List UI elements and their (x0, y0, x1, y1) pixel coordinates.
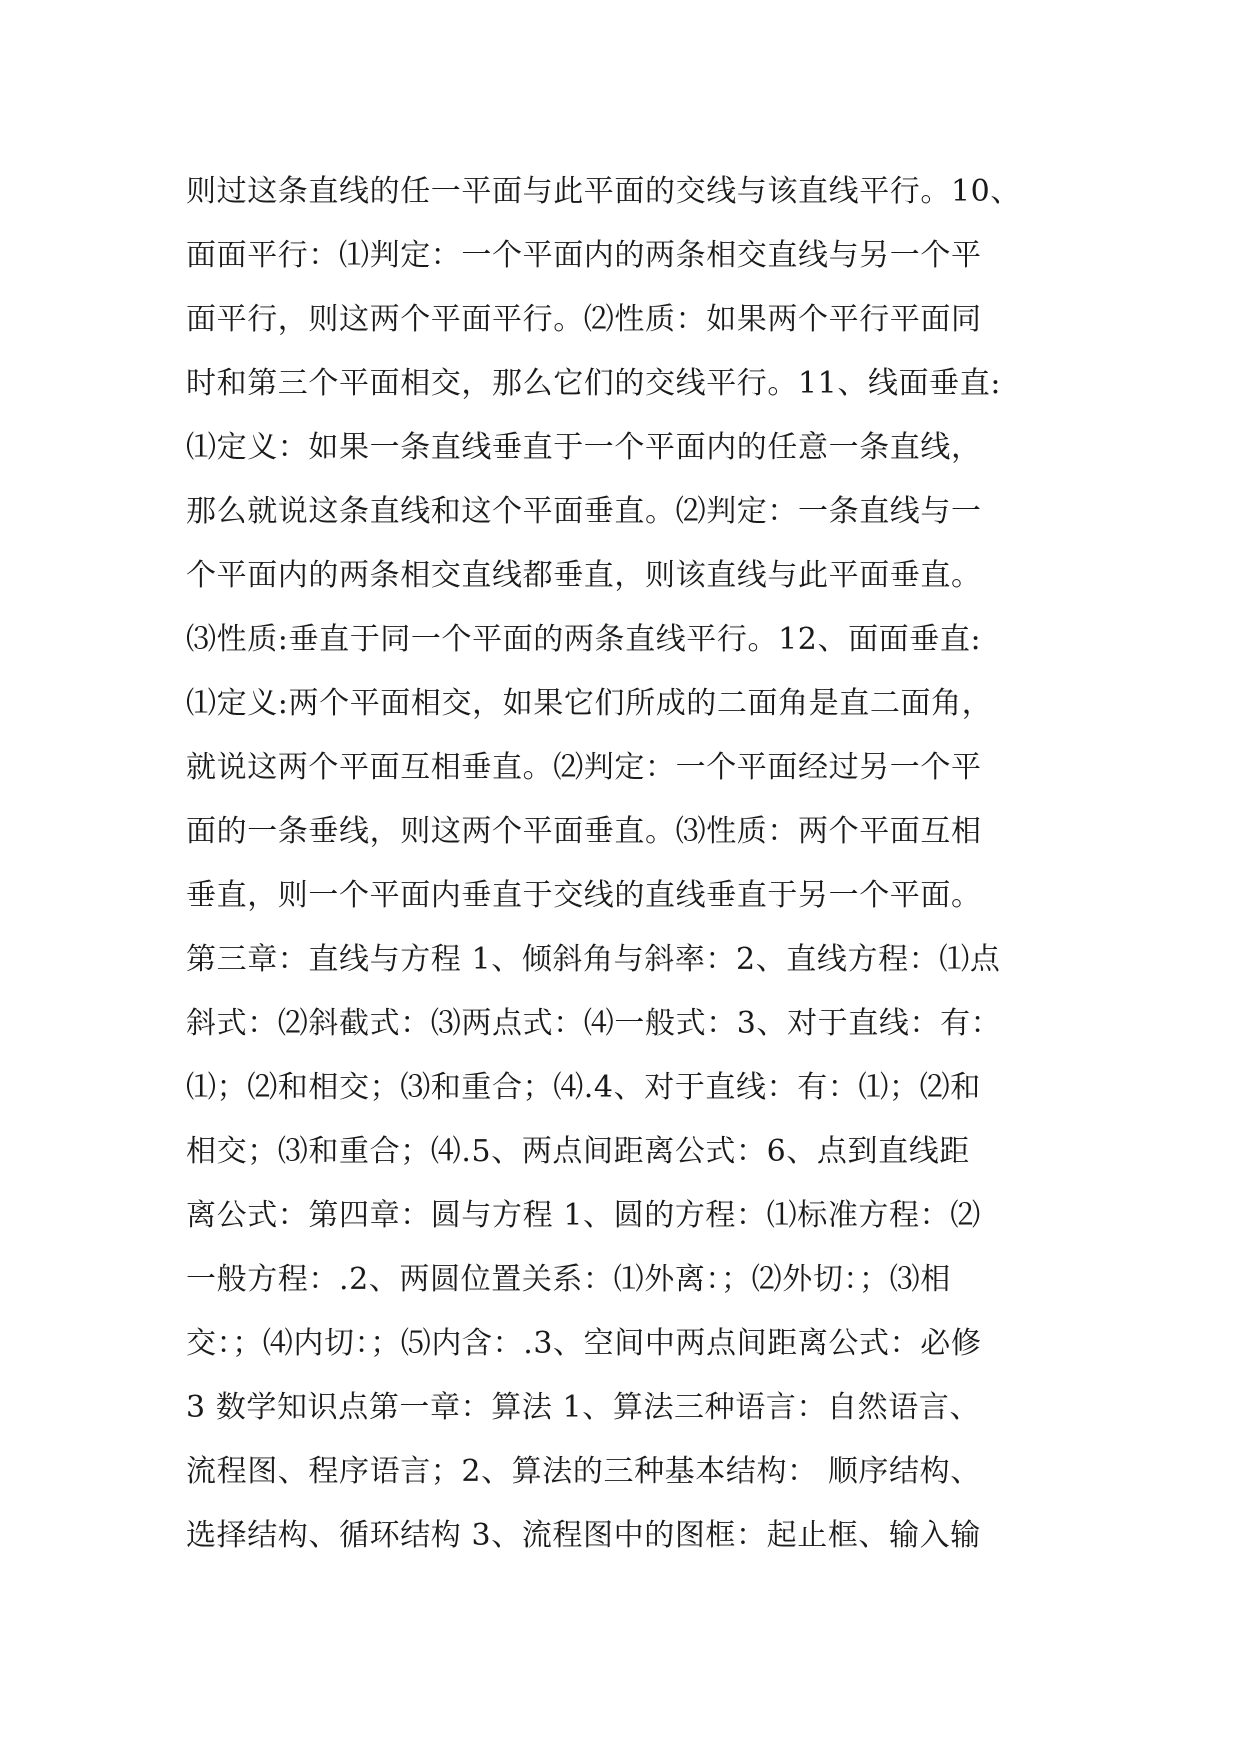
text-line: 时和第三个平面相交，那么它们的交线平行。11、线面垂直: (186, 366, 1002, 401)
text-line: 则过这条直线的任一平面与此平面的交线与该直线平行。10、 (186, 174, 1021, 209)
text-line: 面的一条垂线，则这两个平面垂直。⑶性质：两个平面互相 (186, 814, 982, 849)
text-line: 面平行，则这两个平面平行。⑵性质：如果两个平行平面同 (186, 302, 982, 337)
text-line: 第三章：直线与方程 1、倾斜角与斜率：2、直线方程：⑴点 (186, 942, 1001, 977)
body-text (186, 160, 1066, 1568)
text-line: 面面平行：⑴判定：一个平面内的两条相交直线与另一个平 (186, 238, 982, 273)
text-line: 那么就说这条直线和这个平面垂直。⑵判定：一条直线与一 (186, 494, 982, 529)
text-line: 交：；⑷内切：；⑸内含：.3、空间中两点间距离公式：必修 (186, 1326, 982, 1361)
text-line: ⑴定义：如果一条直线垂直于一个平面内的任意一条直线， (186, 430, 982, 465)
text-line: 个平面内的两条相交直线都垂直，则该直线与此平面垂直。 (186, 558, 982, 593)
text-line: ⑴；⑵和相交；⑶和重合；⑷.4、对于直线：有：⑴；⑵和 (186, 1070, 981, 1105)
text-line: 就说这两个平面互相垂直。⑵判定：一个平面经过另一个平 (186, 750, 982, 785)
text-line: ⑴定义:两个平面相交，如果它们所成的二面角是直二面角， (186, 686, 993, 721)
text-line: 相交；⑶和重合；⑷.5、两点间距离公式：6、点到直线距 (186, 1134, 970, 1169)
text-line: ⑶性质:垂直于同一个平面的两条直线平行。12、面面垂直: (186, 622, 982, 657)
text-line: 流程图、程序语言；2、算法的三种基本结构： 顺序结构、 (186, 1454, 981, 1489)
text-line: 斜式：⑵斜截式：⑶两点式：⑷一般式：3、对于直线：有： (186, 1006, 1002, 1041)
text-line: 垂直，则一个平面内垂直于交线的直线垂直于另一个平面。 (186, 878, 982, 913)
text-line: 离公式：第四章：圆与方程 1、圆的方程：⑴标准方程：⑵ (186, 1198, 981, 1233)
text-line: 一般方程：.2、两圆位置关系：⑴外离：；⑵外切：；⑶相 (186, 1262, 951, 1297)
text-line: 选择结构、循环结构 3、流程图中的图框：起止框、输入输 (186, 1518, 981, 1553)
text-line: 3 数学知识点第一章：算法 1、算法三种语言：自然语言、 (186, 1390, 981, 1425)
